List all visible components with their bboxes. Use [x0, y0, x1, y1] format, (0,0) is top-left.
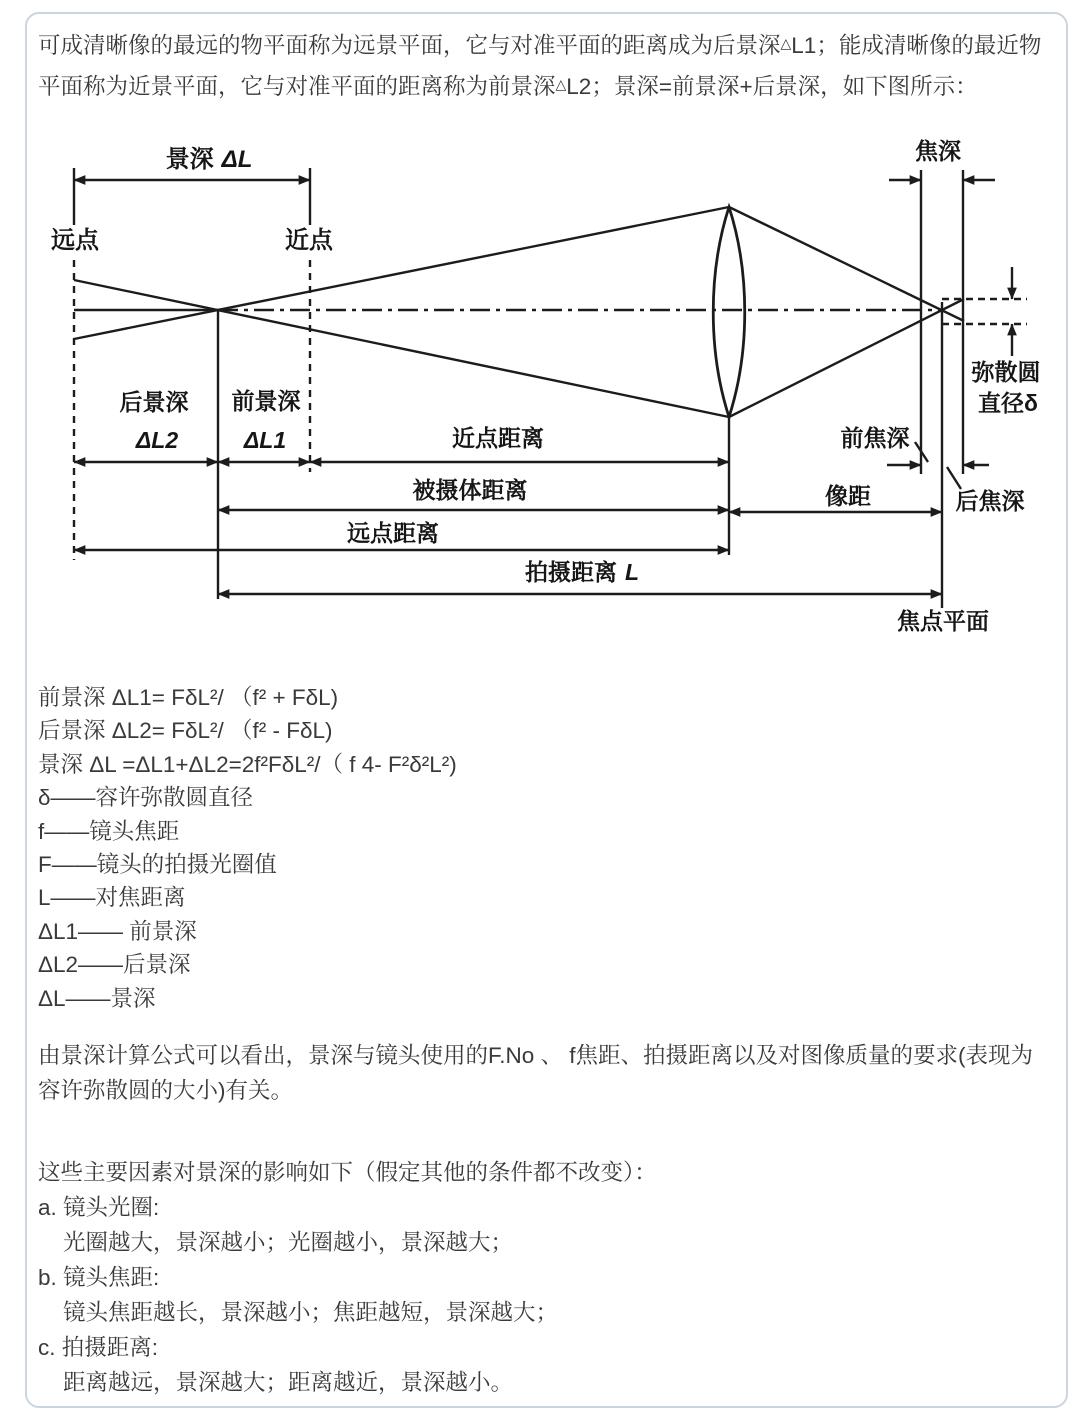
factors-section — [38, 1155, 1052, 1400]
factor-c-label: c. 拍摄距离: — [38, 1335, 159, 1360]
content-card — [25, 12, 1068, 1408]
formula-back-dof: 后景深 ΔL2= FδL²/ （f² - FδL) — [38, 718, 333, 744]
definition-delta: δ——容许弥散圆直径 — [38, 785, 254, 811]
definition-dl2: ΔL2——后景深 — [38, 952, 191, 978]
factor-a-label: a. 镜头光圈: — [38, 1195, 160, 1220]
ray-converging-top — [729, 207, 964, 321]
definition-dl: ΔL——景深 — [38, 985, 156, 1011]
depth-of-field-diagram — [37, 132, 1049, 652]
ray-converging-bottom — [729, 299, 964, 417]
focal-plane-label: 焦点平面 — [897, 608, 989, 634]
coc-label-line1: 弥散圆 — [971, 359, 1041, 385]
factor-b-label: b. 镜头焦距: — [38, 1265, 160, 1290]
factor-b-detail: 镜头焦距越长，景深越小；焦距越短，景深越大； — [63, 1300, 559, 1325]
focal-depth-label: 焦深 — [915, 138, 961, 164]
factor-c-detail: 距离越远，景深越大；距离越近，景深越小。 — [63, 1370, 514, 1395]
front-dof-label: 前景深 — [231, 388, 301, 414]
back-dof-label: 后景深 — [119, 389, 189, 415]
definition-f-lower: f——镜头焦距 — [38, 818, 180, 844]
back-dof-symbol: ΔL2 — [135, 427, 179, 453]
shoot-distance-label: 拍摄距离 L — [524, 559, 640, 585]
factors-intro: 这些主要因素对景深的影响如下（假定其他的条件都不改变）： — [38, 1160, 657, 1185]
back-focal-depth-label: 后焦深 — [955, 488, 1025, 514]
far-point-label: 远点 — [51, 227, 99, 254]
near-distance-label: 近点距离 — [452, 425, 544, 451]
back-focal-leader — [947, 467, 961, 489]
lens-shape — [713, 207, 745, 417]
conclusion-paragraph: 由景深计算公式可以看出，景深与镜头使用的F.No 、 f焦距、拍摄距离以及对图像质量的要求(表现为容许弥散圆的大小)有关。 — [38, 1043, 1034, 1103]
subject-distance-label: 被摄体距离 — [412, 477, 528, 503]
coc-label-line2: 直径δ — [978, 390, 1038, 416]
ray-lower — [74, 207, 729, 339]
intro-text-3: L2；景深=前景深+后景深，如下图所示： — [566, 74, 978, 99]
factor-a-detail: 光圈越大，景深越小；光圈越小，景深越大； — [63, 1230, 514, 1255]
intro-paragraph — [38, 24, 1052, 106]
formula-total-dof: 景深 ΔL =ΔL1+ΔL2=2f²FδL²/（ f 4- F²δ²L²) — [38, 751, 457, 777]
far-distance-label: 远点距离 — [347, 520, 439, 546]
dof-label: 景深 ΔL — [165, 146, 253, 173]
image-distance-label: 像距 — [825, 483, 871, 509]
intro-text-1: 可成清晰像的最远的物平面称为远景平面，它与对准平面的距离成为后景深 — [38, 33, 781, 58]
formulas-and-definitions — [38, 681, 1052, 1015]
delta-superscript: △ — [780, 35, 792, 51]
definition-l: L——对焦距离 — [38, 885, 186, 911]
definition-dl1: ΔL1—— 前景深 — [38, 918, 197, 944]
intro-text-2: L1；能成清晰像的最近物平面称为近景平面，它与对准平面的距离称为前景深 — [38, 33, 1042, 99]
front-dof-symbol: ΔL1 — [243, 427, 287, 453]
near-point-label: 近点 — [285, 227, 333, 254]
definition-f-upper: F——镜头的拍摄光圈值 — [38, 852, 277, 878]
formula-front-dof: 前景深 ΔL1= FδL²/ （f² + FδL) — [38, 685, 339, 710]
front-focal-depth-label: 前焦深 — [840, 425, 910, 451]
delta-superscript: △ — [555, 76, 567, 92]
